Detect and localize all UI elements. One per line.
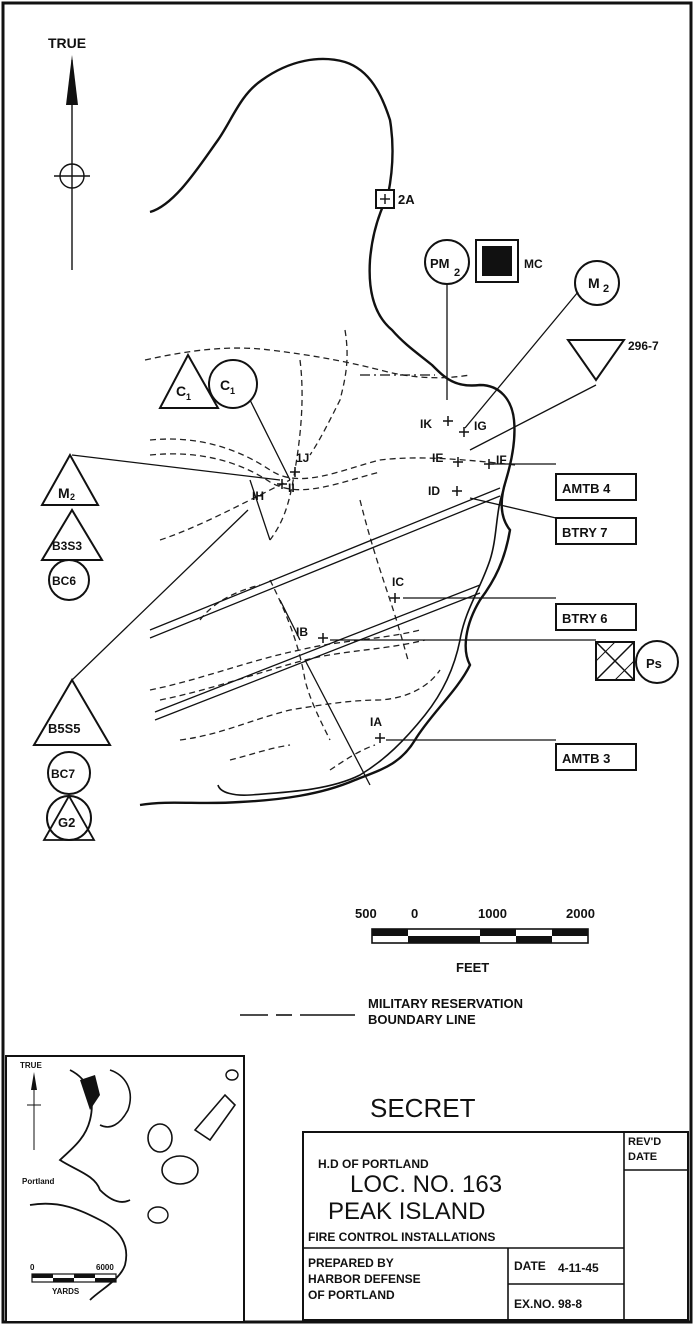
inset-map <box>6 1056 244 1322</box>
tb-prepared-3: OF PORTLAND <box>308 1288 395 1302</box>
label-pm2: PM <box>430 256 450 271</box>
label-g2: G2 <box>58 815 76 830</box>
inset-true-label: TRUE <box>20 1061 42 1070</box>
label-b3s3: B3S3 <box>52 539 83 553</box>
north-arrow-label: TRUE <box>48 35 87 51</box>
label-296-7: 296-7 <box>628 339 659 353</box>
legend-line2: BOUNDARY LINE <box>368 1012 476 1027</box>
label-bc7: BC7 <box>51 767 76 781</box>
legend-line1: MILITARY RESERVATION <box>368 996 524 1011</box>
label-if: IF <box>496 453 507 467</box>
tb-revd: REV'D <box>628 1136 662 1148</box>
scale-unit: FEET <box>456 960 490 975</box>
label-m2-right-sub: 2 <box>603 283 610 295</box>
label-btry7: BTRY 7 <box>562 525 608 540</box>
tb-org: H.D OF PORTLAND <box>318 1157 429 1171</box>
label-c1b: C <box>220 377 231 393</box>
north-arrow-icon <box>54 55 90 270</box>
label-bc6: BC6 <box>52 574 77 588</box>
station-296-7-symbol <box>568 340 624 380</box>
inset-scale-left: 0 <box>30 1263 35 1272</box>
label-ie: IE <box>432 451 444 465</box>
tb-prepared-2: HARBOR DEFENSE <box>308 1272 421 1286</box>
label-c1b-sub: 1 <box>230 386 236 396</box>
inset-place-label: Portland <box>22 1177 55 1186</box>
label-ia: IA <box>370 715 382 729</box>
label-c1a: C <box>176 383 187 399</box>
scale-tick-2000: 2000 <box>566 906 595 921</box>
inset-scale-unit: YARDS <box>52 1287 80 1296</box>
label-2a: 2A <box>398 192 415 207</box>
tb-loc: LOC. NO. 163 <box>350 1171 503 1198</box>
label-amtb3: AMTB 3 <box>562 751 611 766</box>
scale-tick-1000: 1000 <box>478 906 507 921</box>
crosshatch-box-symbol <box>596 642 634 680</box>
tb-name: PEAK ISLAND <box>328 1198 486 1225</box>
label-id: ID <box>428 484 440 498</box>
label-ic: IC <box>392 575 404 589</box>
label-amtb4: AMTB 4 <box>562 481 611 496</box>
label-ig: IG <box>474 419 487 433</box>
label-ps: Ps <box>646 656 662 671</box>
label-ii: II <box>288 481 295 495</box>
tb-subtitle: FIRE CONTROL INSTALLATIONS <box>308 1230 496 1244</box>
label-ib: IB <box>296 625 308 639</box>
inset-scale-right: 6000 <box>96 1263 114 1272</box>
label-left-m: M <box>58 485 70 501</box>
label-m2-right: M <box>588 275 600 291</box>
tb-date-value: 4-11-45 <box>558 1261 599 1275</box>
label-ih: IH <box>252 489 264 503</box>
label-left-m-sub: 2 <box>70 492 76 502</box>
label-mc: MC <box>524 257 543 271</box>
station-2a <box>376 190 394 208</box>
scale-bar <box>372 929 588 943</box>
island-coastline <box>140 59 515 805</box>
label-b5s5: B5S5 <box>48 721 81 736</box>
classification-label: SECRET <box>370 1093 476 1123</box>
mc-symbol <box>476 240 518 282</box>
tb-date-label: DATE <box>628 1151 658 1163</box>
label-c1a-sub: 1 <box>186 392 192 402</box>
label-btry6: BTRY 6 <box>562 611 608 626</box>
label-pm2-sub: 2 <box>454 267 461 279</box>
label-1j: 1J <box>296 451 310 465</box>
scale-tick-500: 500 <box>355 906 377 921</box>
tb-date-value-label: DATE <box>514 1259 546 1273</box>
tb-ex-no: EX.NO. 98-8 <box>514 1297 583 1311</box>
label-ik: IK <box>420 417 432 431</box>
tb-prepared-1: PREPARED BY <box>308 1256 394 1270</box>
scale-tick-0: 0 <box>411 906 419 921</box>
